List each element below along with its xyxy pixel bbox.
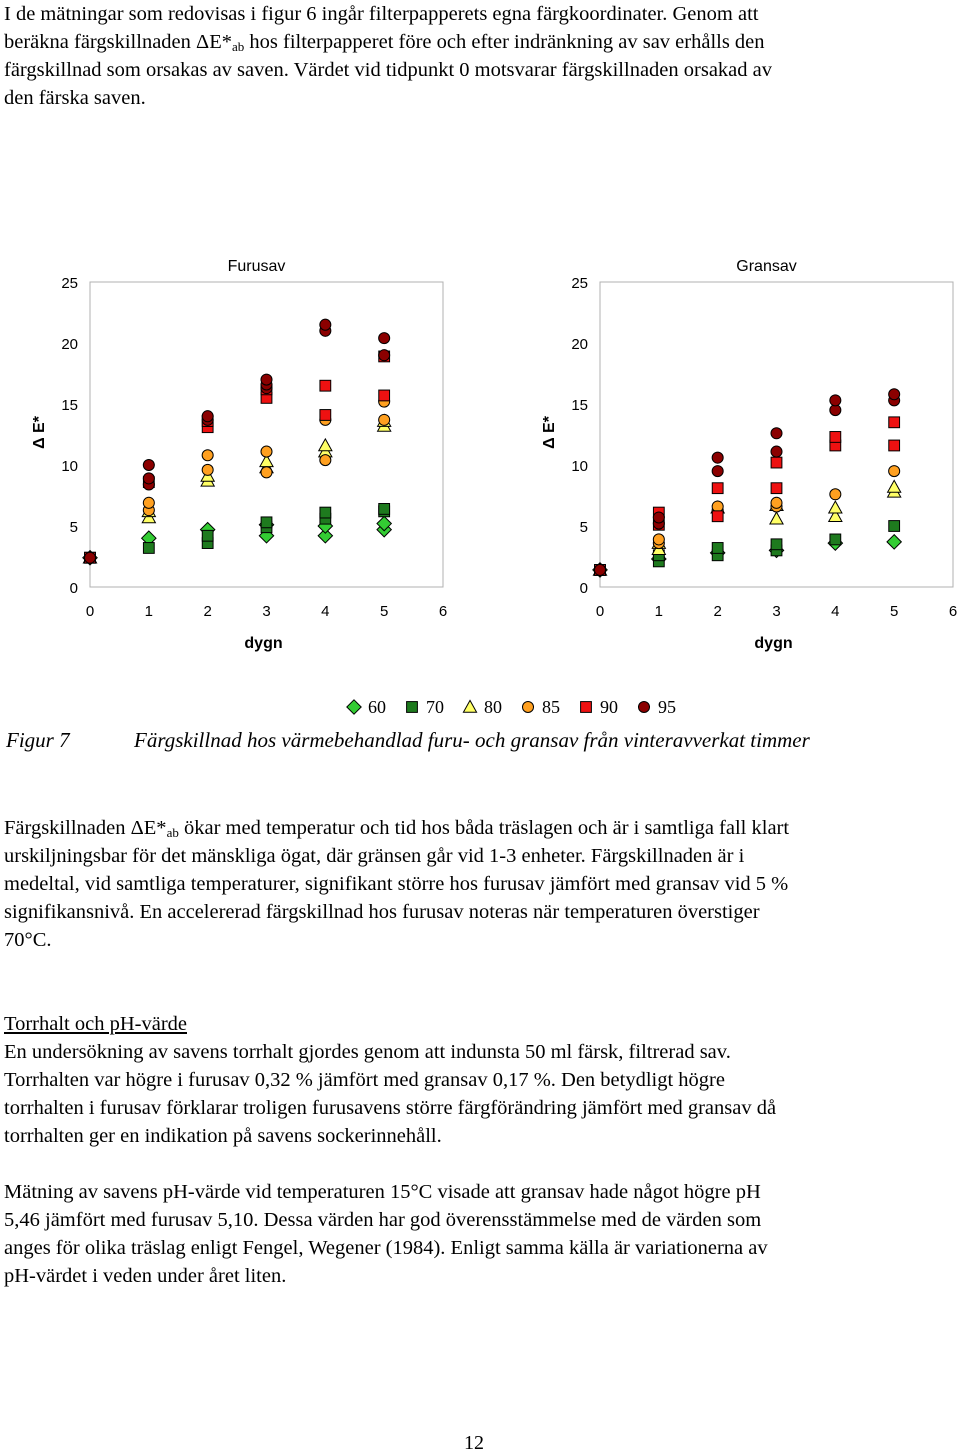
x-tick-label: 1 xyxy=(144,603,154,620)
data-point-85 xyxy=(771,497,782,508)
legend-label: 70 xyxy=(426,697,444,717)
y-tick-label: 20 xyxy=(571,336,588,353)
y-tick-label: 5 xyxy=(579,519,588,536)
legend-item-95 xyxy=(638,697,676,717)
x-tick-label: 6 xyxy=(948,603,958,620)
data-point-90 xyxy=(771,483,782,494)
figure-charts xyxy=(0,240,960,660)
text-line xyxy=(4,926,949,954)
data-point-95 xyxy=(202,411,213,422)
data-point-85 xyxy=(202,464,213,475)
x-tick-label: 4 xyxy=(831,603,840,620)
text-segment: Färgskillnaden ΔE* xyxy=(4,817,167,839)
data-point-90 xyxy=(320,380,331,391)
legend-marker-70 xyxy=(407,702,418,713)
chart-1 xyxy=(31,258,447,652)
data-point-85 xyxy=(202,450,213,461)
data-point-95 xyxy=(594,564,605,575)
data-point-90 xyxy=(830,432,841,443)
data-point-95 xyxy=(379,333,390,344)
x-tick-label: 5 xyxy=(889,603,899,620)
data-point-80 xyxy=(888,480,901,492)
data-point-95 xyxy=(771,428,782,439)
legend-label: 90 xyxy=(600,697,618,717)
text-line xyxy=(4,1178,949,1206)
data-point-90 xyxy=(771,457,782,468)
x-axis-label: dygn xyxy=(754,635,793,652)
chart-title: Gransav xyxy=(736,258,797,275)
data-point-70 xyxy=(889,521,900,532)
legend-marker-80 xyxy=(463,700,476,712)
legend-label: 95 xyxy=(658,697,676,717)
data-point-95 xyxy=(712,466,723,477)
data-point-95 xyxy=(830,395,841,406)
intro-paragraph xyxy=(4,0,949,112)
y-tick-label: 10 xyxy=(61,458,78,475)
text-segment: 5,46 jämfört med furusav 5,10. Dessa värden har god överensstämmelse med de värden som xyxy=(4,1209,762,1231)
data-point-95 xyxy=(261,374,272,385)
legend-label: 80 xyxy=(484,697,502,717)
x-axis-label: dygn xyxy=(244,635,283,652)
text-line xyxy=(4,0,949,28)
section-heading: Torrhalt och pH-värde xyxy=(4,1013,187,1035)
y-tick-label: 0 xyxy=(579,580,588,597)
x-tick-label: 3 xyxy=(772,603,781,620)
data-point-70 xyxy=(202,530,213,541)
data-point-90 xyxy=(379,390,390,401)
data-point-70 xyxy=(143,543,154,554)
ph-paragraph xyxy=(4,1178,949,1290)
data-point-95 xyxy=(143,459,154,470)
data-point-80 xyxy=(829,501,842,513)
text-line xyxy=(4,1094,949,1122)
text-line xyxy=(4,28,949,56)
chart-title: Furusav xyxy=(227,258,286,275)
data-point-95 xyxy=(889,389,900,400)
data-point-70 xyxy=(320,507,331,518)
y-tick-label: 15 xyxy=(61,397,78,414)
result-paragraph xyxy=(4,814,949,954)
legend-marker-85 xyxy=(522,701,533,712)
legend-item-90 xyxy=(581,697,618,717)
legend-item-70 xyxy=(407,697,444,717)
figure-legend xyxy=(344,694,684,720)
legend-item-80 xyxy=(463,697,502,717)
data-point-90 xyxy=(712,483,723,494)
data-point-95 xyxy=(143,473,154,484)
legend-label: 60 xyxy=(368,697,386,717)
data-point-95 xyxy=(379,350,390,361)
legend-marker-60 xyxy=(347,700,361,714)
text-line xyxy=(4,56,949,84)
text-segment: 70°C. xyxy=(4,929,52,951)
y-tick-label: 20 xyxy=(61,336,78,353)
legend-label: 85 xyxy=(542,697,560,717)
figure-caption: Färgskillnad hos värmebehandlad furu- och gransav från vinteravverkat timmer xyxy=(134,728,810,752)
text-segment: hos filterpapperet före och efter indränkning av sav erhålls den xyxy=(244,31,765,53)
y-axis-label: Δ E* xyxy=(31,416,48,449)
data-point-70 xyxy=(379,504,390,515)
data-point-80 xyxy=(319,439,332,451)
x-tick-label: 2 xyxy=(203,603,212,620)
data-point-90 xyxy=(889,440,900,451)
data-point-95 xyxy=(771,446,782,457)
data-point-90 xyxy=(712,511,723,522)
text-segment: Torrhalten var högre i furusav 0,32 % jämfört med gransav 0,17 %. Den betydligt högre xyxy=(4,1069,725,1091)
text-line xyxy=(4,898,949,926)
subscript: ab xyxy=(231,39,245,54)
text-line xyxy=(4,1122,949,1150)
text-line xyxy=(4,1038,949,1066)
legend-marker-95 xyxy=(638,701,649,712)
legend-marker-90 xyxy=(581,702,592,713)
data-point-85 xyxy=(379,414,390,425)
data-point-70 xyxy=(712,543,723,554)
data-point-70 xyxy=(261,517,272,528)
text-segment: torrhalten ger en indikation på savens sockerinnehåll. xyxy=(4,1125,442,1147)
y-tick-label: 15 xyxy=(571,397,588,414)
text-line xyxy=(4,1234,949,1262)
text-segment: I de mätningar som redovisas i figur 6 ingår filterpapperets egna färgkoordinater. Genom att xyxy=(4,3,759,25)
text-segment: ökar med temperatur och tid hos båda träslagen och är i samtliga fall klart xyxy=(178,817,790,839)
x-tick-label: 0 xyxy=(85,603,95,620)
text-segment: beräkna färgskillnaden ΔE* xyxy=(4,31,232,53)
x-tick-label: 1 xyxy=(654,603,664,620)
x-tick-label: 3 xyxy=(262,603,271,620)
dry-matter-paragraph xyxy=(4,1038,949,1150)
x-tick-label: 2 xyxy=(713,603,722,620)
data-point-85 xyxy=(889,466,900,477)
x-tick-label: 6 xyxy=(438,603,448,620)
text-segment: färgskillnad som orsakas av saven. Värdet vid tidpunkt 0 motsvarar färgskillnaden orsakad av xyxy=(4,59,772,81)
x-tick-label: 4 xyxy=(321,603,330,620)
y-tick-label: 0 xyxy=(69,580,78,597)
text-line xyxy=(4,1066,949,1094)
text-segment: signifikansnivå. En accelererad färgskillnad hos furusav noteras när temperaturen överstiger xyxy=(4,901,760,923)
figure-label: Figur 7 xyxy=(6,728,70,752)
data-point-70 xyxy=(830,534,841,545)
y-tick-label: 10 xyxy=(571,458,588,475)
text-line xyxy=(4,870,949,898)
data-point-95 xyxy=(84,552,95,563)
text-line xyxy=(4,814,949,842)
text-segment: medeltal, vid samtliga temperaturer, signifikant större hos furusav jämfört med gransav vid 5 % xyxy=(4,873,789,895)
text-segment: pH-värdet i veden under året liten. xyxy=(4,1265,287,1287)
data-point-60 xyxy=(887,535,901,549)
x-tick-label: 0 xyxy=(595,603,605,620)
y-tick-label: 25 xyxy=(571,275,588,292)
chart-2 xyxy=(541,258,957,652)
x-tick-label: 5 xyxy=(379,603,389,620)
data-point-95 xyxy=(320,319,331,330)
text-line xyxy=(4,842,949,870)
text-segment: urskiljningsbar för det mänskliga ögat, där gränsen går vid 1-3 enheter. Färgskillnaden är i xyxy=(4,845,745,867)
data-point-90 xyxy=(889,417,900,428)
page-number: 12 xyxy=(464,1432,484,1454)
subscript: ab xyxy=(166,825,179,840)
text-segment: den färska saven. xyxy=(4,87,146,109)
y-axis-label: Δ E* xyxy=(541,416,558,449)
text-segment: Mätning av savens pH-värde vid temperaturen 15°C visade att gransav hade något högre pH xyxy=(4,1181,761,1203)
data-point-70 xyxy=(771,539,782,550)
text-line xyxy=(4,1262,949,1290)
y-tick-label: 25 xyxy=(61,275,78,292)
data-point-85 xyxy=(261,467,272,478)
text-segment: En undersökning av savens torrhalt gjordes genom att indunsta 50 ml färsk, filtrerad sav. xyxy=(4,1041,731,1063)
legend-item-60 xyxy=(347,697,386,717)
data-point-85 xyxy=(320,455,331,466)
data-point-80 xyxy=(770,512,783,524)
text-line xyxy=(4,84,949,112)
text-segment: torrhalten i furusav förklarar troligen furusavens större färgförändring jämfört med gransav då xyxy=(4,1097,777,1119)
text-segment: anges för olika träslag enligt Fengel, Wegener (1984). Enligt samma källa är variationerna av xyxy=(4,1237,768,1259)
data-point-90 xyxy=(320,410,331,421)
data-point-85 xyxy=(830,489,841,500)
y-tick-label: 5 xyxy=(69,519,78,536)
data-point-85 xyxy=(143,497,154,508)
text-line xyxy=(4,1206,949,1234)
data-point-95 xyxy=(653,512,664,523)
legend-item-85 xyxy=(522,697,560,717)
data-point-85 xyxy=(653,534,664,545)
data-point-85 xyxy=(261,446,272,457)
data-point-95 xyxy=(712,452,723,463)
